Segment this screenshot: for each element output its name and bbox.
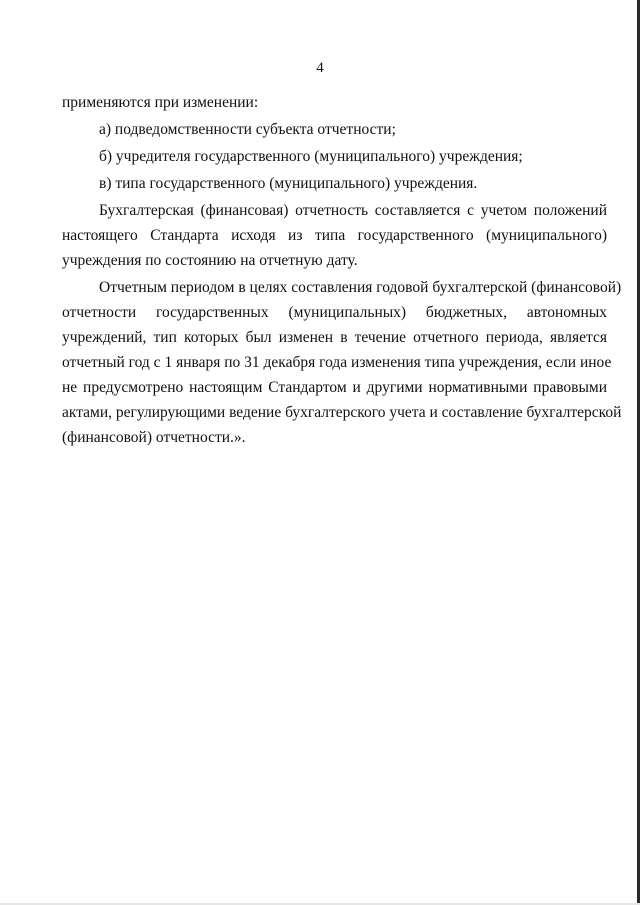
paragraph-2-line-2: отчетности государственных (муниципальных) бюджетных, автономных <box>62 304 607 321</box>
paragraph-2-line-4: отчетный год с 1 января по 31 декабря года изменения типа учреждения, если иное <box>62 354 612 371</box>
list-item-c: в) типа государственного (муниципального) учреждения. <box>99 175 478 192</box>
document-body <box>62 90 622 450</box>
text-line: применяются при изменении: <box>62 94 259 111</box>
paragraph-2-line-1: Отчетным периодом в целях составления годовой бухгалтерской (финансовой) <box>99 279 622 296</box>
page-number: 4 <box>316 60 324 76</box>
list-item-a: а) подведомственности субъекта отчетности; <box>99 121 396 138</box>
paragraph-1-line-1: Бухгалтерская (финансовая) отчетность составляется с учетом положений <box>99 202 607 219</box>
paragraph-2-line-6: актами, регулирующими ведение бухгалтерского учета и составление бухгалтерской <box>62 404 622 421</box>
paragraph-2-line-7: (финансовой) отчетности.». <box>62 429 246 446</box>
paragraph-1-line-3: учреждения по состоянию на отчетную дату. <box>62 252 358 269</box>
list-item-b: б) учредителя государственного (муниципального) учреждения; <box>99 148 523 165</box>
paragraph-1-line-2: настоящего Стандарта исходя из типа государственного (муниципального) <box>62 227 607 244</box>
paragraph-2-line-3: учреждений, тип которых был изменен в течение отчетного периода, является <box>62 329 607 346</box>
paragraph-2-line-5: не предусмотрено настоящим Стандартом и другими нормативными правовыми <box>62 379 607 396</box>
